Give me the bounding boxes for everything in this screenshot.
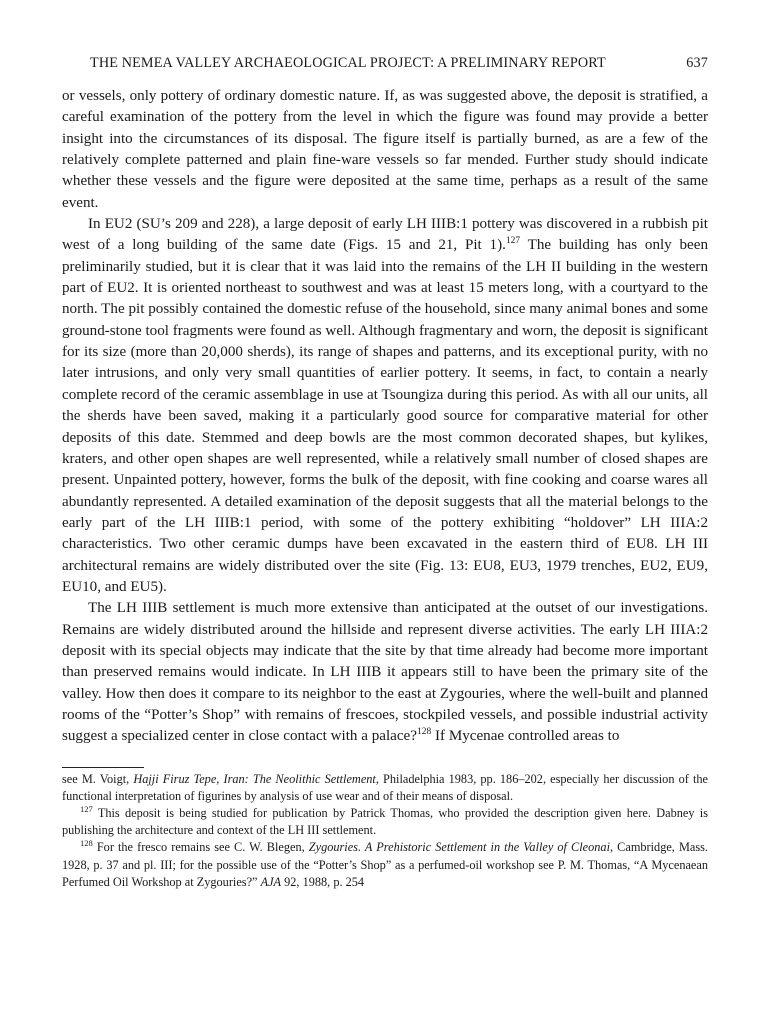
footnote-128-text-a: For the fresco remains see C. W. Blegen, bbox=[92, 840, 309, 855]
body-text bbox=[62, 86, 708, 748]
paragraph-3-text-a: The LH IIIB settlement is much more extensive than anticipated at the outset of our investigations. Remains are widely distributed around the hillside and represent diverse activities. The early LH IIIA:2 deposit with its special objects may indicate that the site by that time already had become more important than preserved remains would indicate. In LH IIIB it appears still to have been the primary site of the valley. How then does it compare to its neighbor to the east at Zygouries, where the well-built and planned rooms of the “Potter’s Shop” with remains of frescoes, stockpiled vessels, and possible industrial activity suggest a specialized center in close contact with a palace? bbox=[62, 600, 708, 745]
paragraph-2 bbox=[62, 214, 708, 598]
footnote-continued bbox=[62, 771, 708, 805]
footnote-127-number: 127 bbox=[80, 803, 93, 814]
footnote-continued-title: Hajji Firuz Tepe, Iran: The Neolithic Settlement bbox=[133, 771, 376, 786]
running-head bbox=[90, 52, 708, 74]
footnote-128-title: Zygouries. A Prehistoric Settlement in the Valley of Cleonai bbox=[308, 840, 610, 855]
paragraph-3-text-b: If Mycenae controlled areas to bbox=[431, 728, 620, 745]
paragraph-1: or vessels, only pottery of ordinary domestic nature. If, as was suggested above, the deposit is stratified, a careful examination of the pottery from the level in which the figure was found may provide a better insight into the circumstances of its disposal. The figure itself is partially burned, as are a few of the relatively complete patterned and plain fine-ware vessels so far mended. Further study should indicate whether these vessels and the figure were deposited at the same time, perhaps as a result of the same event. bbox=[62, 88, 708, 211]
document-page bbox=[62, 52, 708, 891]
footnotes bbox=[62, 771, 708, 891]
paragraph-3 bbox=[62, 598, 708, 747]
footnote-128-journal: AJA bbox=[260, 874, 282, 889]
footnote-ref-127: 127 bbox=[505, 236, 521, 247]
footnote-128-text-b: , Cambridge, Mass. 1928, p. 37 and pl. III; for the possible use of the “Potter’s Shop” as a perfumed-oil workshop see P. M. Thomas, “A Mycenaean Perfumed Oil Workshop at Zygouries?” bbox=[62, 840, 708, 889]
page-number: 637 bbox=[686, 55, 708, 71]
footnote-continued-text-a: see M. Voigt, bbox=[62, 771, 134, 786]
footnote-128-text-c: 92, 1988, p. 254 bbox=[281, 874, 365, 889]
footnote-127 bbox=[62, 805, 708, 839]
footnote-127-text: This deposit is being studied for publication by Patrick Thomas, who provided the description given here. Dabney is publishing the architecture and context of the LH III settlement. bbox=[62, 806, 708, 838]
running-head-title: THE NEMEA VALLEY ARCHAEOLOGICAL PROJECT: A PRELIMINARY REPORT bbox=[90, 55, 606, 71]
footnote-128-number: 128 bbox=[80, 838, 93, 849]
paragraph-2-text-a: In EU2 (SU’s 209 and 228), a large deposit of early LH IIIB:1 pottery was discovered in a rubbish pit west of a long building of the same date (Figs. 15 and 21, Pit 1). bbox=[62, 216, 708, 254]
paragraph-2-text-b: The building has only been preliminarily studied, but it is clear that it was laid into the remains of the LH II building in the western part of EU2. It is oriented northeast to southwest and was at least 15 meters long, with a courtyard to the north. The pit possibly contained the domestic refuse of the household, since many animal bones and some ground-stone tool fragments were found as well. Although fragmentary and worn, the deposit is significant for its size (more than 20,000 sherds), its range of shapes and patterns, and its exceptional purity, with no later intrusions, and only very small quantities of earlier pottery. It seems, in fact, to contain a nearly complete record of the ceramic assemblage in use at Tsoungiza during this period. As with all our units, all the sherds have been saved, making it a particularly good source for comparative material for other deposits of this date. Stemmed and deep bowls are the most common decorated shapes, but kylikes, kraters, and other open shapes are well represented, while a relatively small number of closed shapes are present. Unpainted pottery, however, forms the bulk of the deposit, with fine cooking and coarse wares all abundantly represented. A detailed examination of the deposit suggests that all the material belongs to the early part of the LH IIIB:1 period, with some of the pottery exhibiting “holdover” LH IIIA:2 characteristics. Two other ceramic dumps have been excavated in the eastern third of EU8. LH III architectural remains are widely distributed over the site (Fig. 13: EU8, EU3, 1979 trenches, EU2, EU9, EU10, and EU5). bbox=[62, 237, 708, 595]
footnote-ref-128: 128 bbox=[416, 727, 432, 738]
footnote-128 bbox=[62, 839, 708, 891]
footnote-divider bbox=[62, 767, 144, 768]
footnote-continued-text-b: , Philadelphia 1983, pp. 186–202, especially her discussion of the functional interpretation of figurines by analysis of use wear and of their means of disposal. bbox=[62, 771, 708, 803]
